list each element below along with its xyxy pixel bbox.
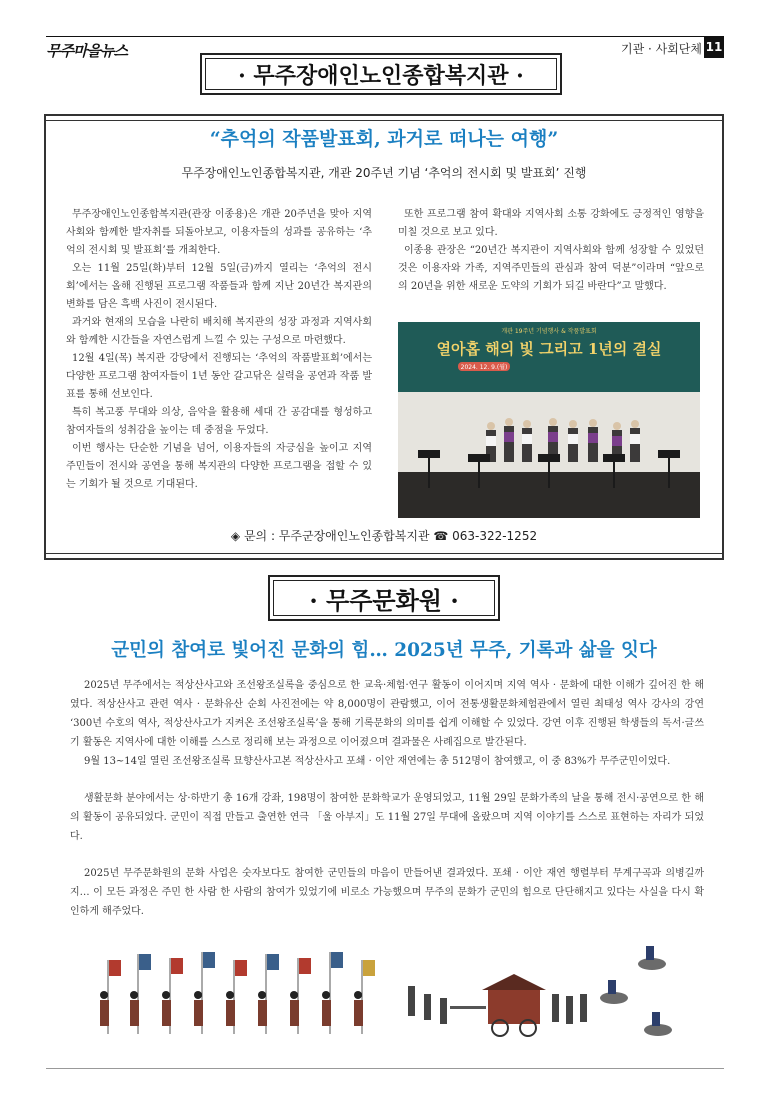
paragraph: 특히 복고풍 무대와 의상, 음악을 활용해 세대 간 공감대를 형성하고 참여자들의 성취감을 높이는 데 중점을 두었다. — [66, 407, 372, 436]
photo-banner-title: 열아홉 해의 빛 그리고 1년의 결실 — [436, 340, 662, 358]
article1-column-right — [398, 206, 704, 296]
procession-drawing — [78, 938, 694, 1050]
paragraph: 오는 11월 25일(화)부터 12월 5일(금)까지 열리는 ‘추억의 전시회’에서는 올해 진행된 프로그램 작품들과 함께 지난 20년간 복지관의 변화를 담은 흑백 사진이 전시된다. — [66, 263, 372, 310]
procession-illustration — [78, 938, 694, 1050]
event-photo — [398, 322, 700, 518]
paragraph: 무주장애인노인종합복지관(관장 이종용)은 개관 20주년을 맞아 지역사회와 함께한 발자취를 되돌아보고, 이용자들의 성과를 공유하는 ‘추억의 전시회 및 발표회’를 개최한다. — [66, 209, 372, 256]
article2-body — [70, 676, 704, 921]
paragraph: 12월 4일(목) 복지관 강당에서 진행되는 ‘추억의 작품발표회’에서는 다양한 프로그램 참여자들이 1년 동안 갈고닦은 실력을 공연과 작품 발표를 통해 선보인다. — [66, 353, 372, 400]
article1-contact: ◈ 문의 : 무주군장애인노인종합복지관 ☎ 063-322-1252 — [230, 529, 538, 543]
article1-banner: · 무주장애인노인종합복지관 · — [200, 53, 562, 95]
section-tag: 기관 · 사회단체 — [621, 42, 702, 56]
article2-banner: · 무주문화원 · — [268, 575, 500, 621]
top-rule — [46, 36, 724, 37]
paragraph: 이번 행사는 단순한 기념을 넘어, 이용자들의 자긍심을 높이고 지역 주민들이 전시와 공연을 통해 복지관의 다양한 프로그램을 접할 수 있는 기회가 될 것으로 기대된다. — [66, 443, 372, 490]
horse-riders — [600, 946, 672, 1036]
paragraph: 또한 프로그램 참여 확대와 지역사회 소통 강화에도 긍정적인 영향을 미칠 것으로 보고 있다. — [398, 209, 704, 238]
article1-column-left — [66, 206, 372, 494]
event-photo-illustration — [398, 322, 700, 518]
masthead-logo: 무주마을뉴스 — [46, 42, 127, 60]
banner-bearers — [100, 952, 375, 1034]
paragraph: 생활문화 분야에서는 상·하반기 총 16개 강좌, 198명이 참여한 문화학교가 운영되었고, 11월 29일 문화가족의 날을 통해 전시·공연으로 한 해의 활동이 공유되었다. 군민이 직접 만들고 출연한 연극 「울 아부지」도 11월 27일 무대에 올랐으며 지역 이야기를 스스로 표현하는 자리가 되었다. — [70, 793, 704, 842]
photo-top-caption: 개관 19주년 기념행사 & 작품발표회 — [501, 328, 597, 335]
bottom-rule — [46, 1068, 724, 1069]
article1-subhead: 무주장애인노인종합복지관, 개관 20주년 기념 ‘추억의 전시회 및 발표회’ 진행 — [181, 166, 587, 180]
paragraph: 이종용 관장은 “20년간 복지관이 지역사회와 함께 성장할 수 있었던 것은 이용자와 가족, 지역주민들의 관심과 참여 덕분”이라며 “앞으로의 20년을 위한 새로운 도약의 기회가 되길 바란다”고 말했다. — [398, 245, 704, 292]
paragraph: 2025년 무주문화원의 문화 사업은 숫자보다도 참여한 군민들의 마음이 만들어낸 결과였다. 포쇄 · 이안 재연 행렬부터 무계구곡과 의병길까지… 이 모든 과정은 주민 한 사람 한 사람의 참여가 있었기에 비로소 가능했으며 무주의 문화가 군민의 힘으로 단단해지고 있다는 사실을 다시 확인하게 해주었다. — [70, 868, 704, 917]
paragraph: 9월 13~14일 열린 조선왕조실록 묘향산사고본 적상산사고 포쇄 · 이안 재연에는 총 512명이 참여했고, 이 중 83%가 무주군민이었다. — [84, 756, 671, 767]
palanquin — [450, 974, 546, 1036]
photo-banner-date: 2024. 12. 9.(월) — [460, 364, 508, 371]
page-number: 11 — [704, 36, 724, 58]
article2-headline: 군민의 참여로 빛어진 문화의 힘… 2025년 무주, 기록과 삶을 잇다 — [111, 640, 657, 661]
article1-headline: “추억의 작품발표회, 과거로 떠나는 여행” — [209, 128, 559, 150]
paragraph: 과거와 현재의 모습을 나란히 배치해 복지관의 성장 과정과 지역사회와 함께한 시간들을 자연스럽게 느낄 수 있는 구성으로 마련했다. — [66, 317, 372, 346]
paragraph: 2025년 무주에서는 적상산사고와 조선왕조실록을 중심으로 한 교육·체험·연구 활동이 이어지며 지역 역사 · 문화에 대한 이해가 깊어진 한 해였다. 적상산사고 관련 역사 · 문화유산 순회 사진전에는 약 8,000명이 관람했고, 이어 전통생활문화체험관에서 열린 최태성 역사 강사의 강연 ‘300년 수호의 역사, 적상산사고가 지켜온 조선왕조실록’을 통해 기록문화의 의미를 쉽게 이해할 수 있었다. 강연 이후 진행된 학생들의 독서·글쓰기 활동은 지역사에 대한 이해를 스스로 정리해 보는 과정으로 이어졌으며 결과물은 사례집으로 발간된다. — [70, 680, 704, 748]
